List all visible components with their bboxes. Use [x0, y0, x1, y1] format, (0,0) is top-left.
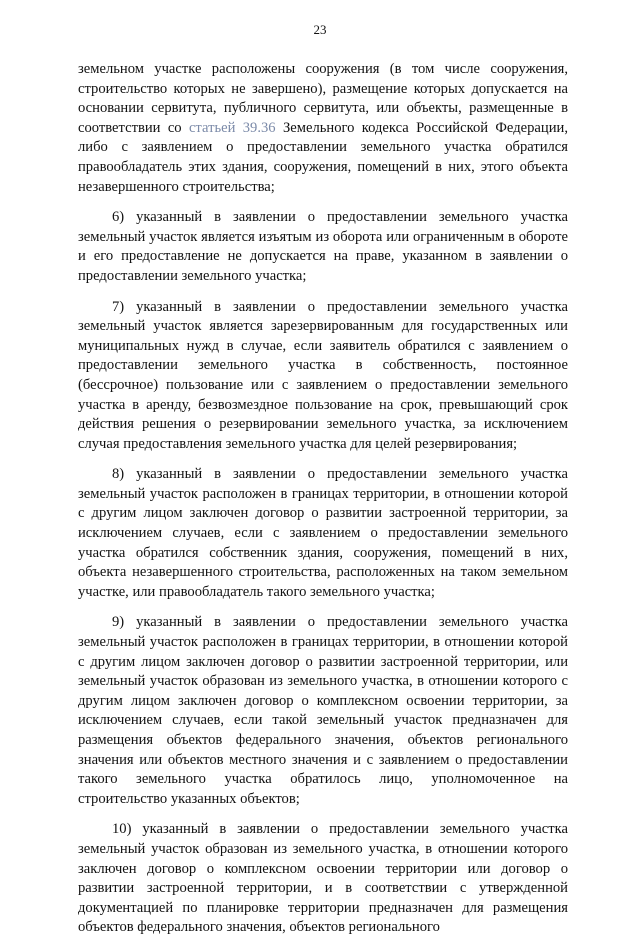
paragraph-text: Земельного кодекса Российской Федерации, либо с заявлением о предоставлении земельного участка обратился правообладатель этих здания, сооружения, помещений в них, этого объекта незавершенного строительства; — [78, 119, 568, 195]
article-link[interactable]: статьей 39.36 — [188, 119, 276, 136]
list-item-10: 10) указанный в заявлении о предоставлении земельного участка земельный участок образован из земельного участка, в отношении которого заключен договор о комплексном освоении территории или договор о развитии застроенной территории, и в соответствии с утвержденной документацией по планировке территории предназначен для размещения объектов федерального значения, объектов регионального — [78, 821, 568, 936]
paragraph-continuation — [78, 60, 568, 197]
document-body — [78, 60, 568, 949]
page-number: 23 — [313, 22, 327, 37]
list-item-6: 6) указанный в заявлении о предоставлении земельного участка земельный участок является изъятым из оборота или ограниченным в обороте и его предоставление не допускается на праве, указанном в заявлении о предоставлении земельного участка; — [78, 209, 568, 284]
list-item-9: 9) указанный в заявлении о предоставлении земельного участка земельный участок расположен в границах территории, в отношении которой с другим лицом заключен договор о развитии застроенной территории, или земельный участок образован из земельного участка, в отношении которого с другим лицом заключен договор о комплексном освоении территории, за исключением случаев, если такой земельный участок предназначен для размещения объектов федерального значения, объектов регионального значения или объектов местного значения и с заявлением о предоставлении такого земельного участка обратилось лицо, уполномоченное на строительство указанных объектов; — [78, 614, 568, 807]
paragraph-text: земельном участке расположены сооружения (в том числе сооружения, строительство которых не завершено), размещение которых допускается на основании сервитута, публичного сервитута, или объекты, размещенные в соответствии со — [78, 61, 568, 136]
list-item-8: 8) указанный в заявлении о предоставлении земельного участка земельный участок расположен в границах территории, в отношении которой с другим лицом заключен договор о развитии застроенной территории, за исключением случаев, если с заявлением о предоставлении земельного участка обратился собственник здания, сооружения, помещений в них, объекта незавершенного строительства, расположенных на таком земельном участке, или правообладатель такого земельного участка; — [78, 466, 568, 600]
list-item-7: 7) указанный в заявлении о предоставлении земельного участка земельный участок является зарезервированным для государственных или муниципальных нужд в случае, если заявитель обратился с заявлением о предоставлении земельного участка в собственность, постоянное (бессрочное) пользование или с заявлением о предоставлении земельного участка в аренду, безвозмездное пользование на срок, превышающий срок действия решения о резервировании земельного участка, за исключением случая предоставления земельного участка для целей резервирования; — [78, 298, 568, 452]
